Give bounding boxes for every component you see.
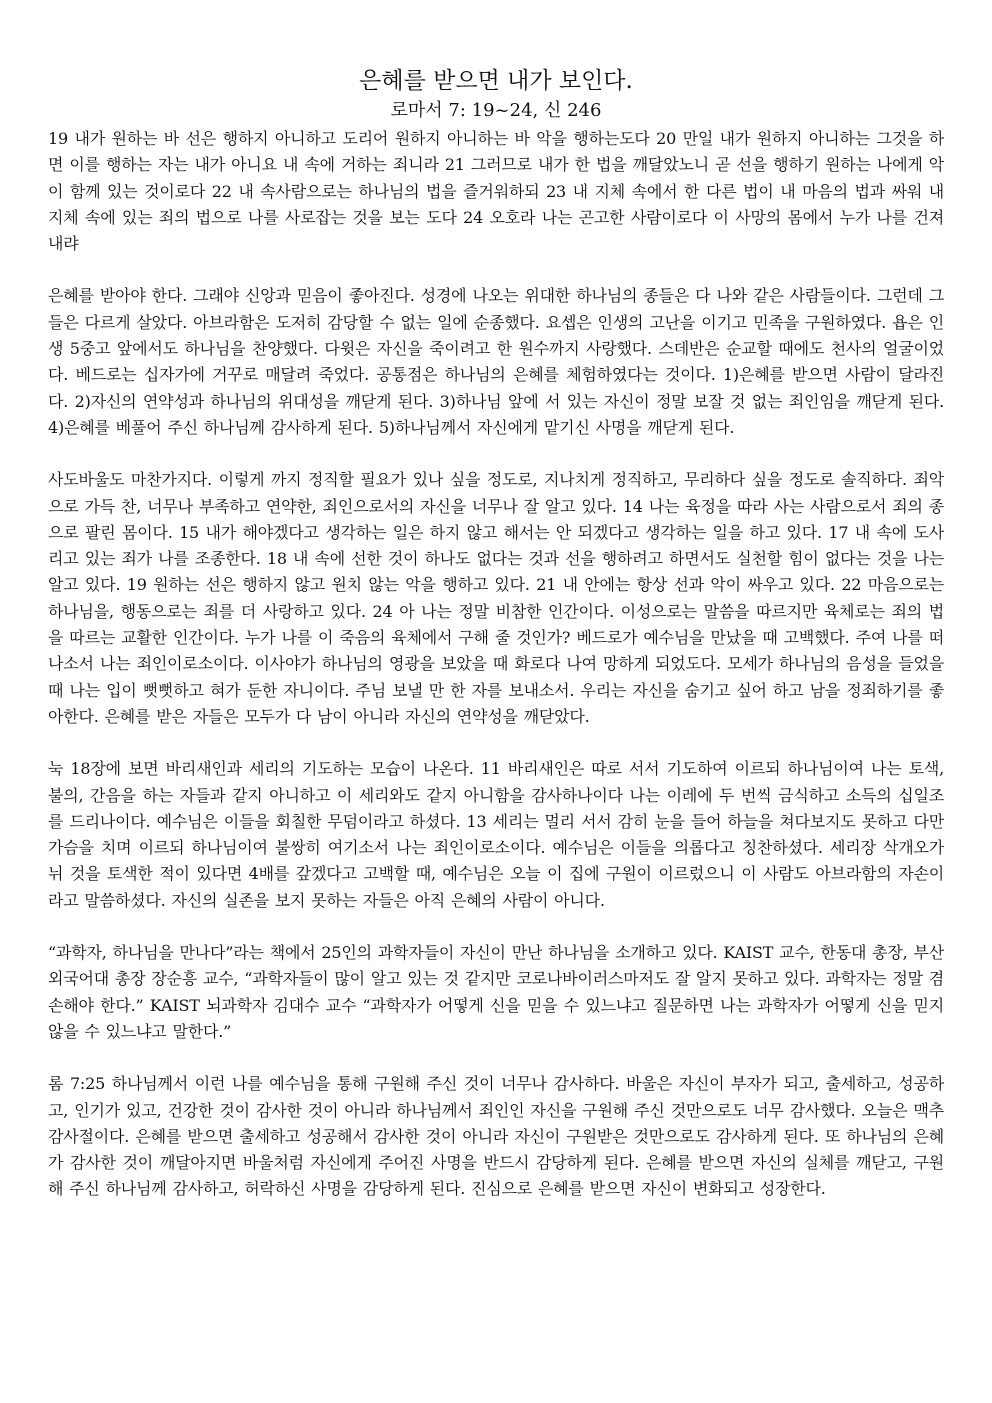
document-title: 은혜를 받으면 내가 보인다. xyxy=(359,68,633,94)
paragraph-grace: 은혜를 받아야 한다. 그래야 신앙과 믿음이 좋아진다. 성경에 나오는 위대한 하나님의 종들은 다 나와 같은 사람들이다. 그런데 그들은 다르게 살았다. 아브라함은 도저히 감당할 수 없는 일에 순종했다. 요셉은 인생의 고난을 이기고 민족을 구원하였다. 욥은 인생 5중고 앞에서도 하나님을 찬양했다. 다윗은 자신을 죽이려고 한 원수까지 사랑했다. 스데반은 순교할 때에도 천사의 얼굴이었다. 베드로는 십자가에 거꾸로 매달려 죽었다. 공통점은 하나님의 은혜를 체험하였다는 것이다. 1)은혜를 받으면 사람이 달라진다. 2)자신의 연약성과 하나님의 위대성을 깨닫게 된다. 3)하나님 앞에 서 있는 자신이 정말 보잘 것 없는 죄인임을 깨닫게 된다. 4)은혜를 베풀어 주신 하나님께 감사하게 된다. 5)하나님께서 자신에게 맡기신 사명을 깨닫게 된다. xyxy=(48,286,944,437)
paragraph-scientists: “과학자, 하나님을 만나다”라는 책에서 25인의 과학자들이 자신이 만난 하나님을 소개하고 있다. KAIST 교수, 한동대 총장, 부산외국어대 총장 장순흥 교수, “과학자들이 많이 알고 있는 것 같지만 코로나바이러스마저도 잘 알지 못하고 있다. 과학자는 정말 겸손해야 한다.” KAIST 뇌과학자 김대수 교수 “과학자가 어떻게 신을 믿을 수 있느냐고 질문하면 나는 과학자가 어떻게 신을 믿지 않을 수 있느냐고 말한다.” xyxy=(48,943,944,1041)
paragraph-thanksgiving: 롬 7:25 하나님께서 이런 나를 예수님을 통해 구원해 주신 것이 너무나 감사하다. 바울은 자신이 부자가 되고, 출세하고, 성공하고, 인기가 있고, 건강한 것이 감사한 것이 아니라 하나님께서 죄인인 자신을 구원해 주신 것만으로도 너무 감사했다. 오늘은 맥추감사절이다. 은혜를 받으면 출세하고 성공해서 감사한 것이 아니라 자신이 구원받은 것만으로도 감사하게 된다. 또 하나님의 은혜가 감사한 것이 깨달아지면 바울처럼 자신에게 주어진 사명을 반드시 감당하게 된다. 은혜를 받으면 자신의 실체를 깨닫고, 구원해 주신 하나님께 감사하고, 허락하신 사명을 감당하게 된다. 진심으로 은혜를 받으면 자신이 변화되고 성장한다. xyxy=(48,1074,944,1199)
paragraph-pharisee-tax-collector: 눅 18장에 보면 바리새인과 세리의 기도하는 모습이 나온다. 11 바리새인은 따로 서서 기도하여 이르되 하나님이여 나는 토색, 불의, 간음을 하는 자들과 같지 아니하고 이 세리와도 같지 아니함을 감사하나이다 나는 이레에 두 번씩 금식하고 소득의 십일조를 드리나이다. 예수님은 이들을 회칠한 무덤이라고 하셨다. 13 세리는 멀리 서서 감히 눈을 들어 하늘을 쳐다보지도 못하고 다만 가슴을 치며 이르되 하나님이여 불쌍히 여기소서 나는 죄인이로소이다. 예수님은 이들을 의롭다고 칭찬하셨다. 세리장 삭개오가 뉘 것을 토색한 적이 있다면 4배를 갚겠다고 고백할 때, 예수님은 오늘 이 집에 구원이 이르렀으니 이 사람도 아브라함의 자손이라고 말씀하셨다. 자신의 실존을 보지 못하는 자들은 아직 은혜의 사람이 아니다. xyxy=(48,759,944,910)
paragraph-paul: 사도바울도 마찬가지다. 이렇게 까지 정직할 필요가 있나 싶을 정도로, 지나치게 정직하고, 무리하다 싶을 정도로 솔직하다. 죄악으로 가득 찬, 너무나 부족하고 연약한, 죄인으로서의 자신을 너무나 잘 알고 있다. 14 나는 육정을 따라 사는 사람으로서 죄의 종으로 팔린 몸이다. 15 내가 해야겠다고 생각하는 일은 하지 않고 해서는 안 되겠다고 생각하는 일을 하고 있다. 17 내 속에 도사리고 있는 죄가 나를 조종한다. 18 내 속에 선한 것이 하나도 없다는 것과 선을 행하려고 하면서도 실천할 힘이 없다는 것을 나는 알고 있다. 19 원하는 선은 행하지 않고 원치 않는 악을 행하고 있다. 21 내 안에는 항상 선과 악이 싸우고 있다. 22 마음으로는 하나님을, 행동으로는 죄를 더 사랑하고 있다. 24 아 나는 정말 비참한 인간이다. 이성으로는 말씀을 따르지만 육체로는 죄의 법을 따르는 교활한 인간이다. 누가 나를 이 죽음의 육체에서 구해 줄 것인가? 베드로가 예수님을 만났을 때 고백했다. 주여 나를 떠나소서 나는 죄인이로소이다. 이사야가 하나님의 영광을 보았을 때 화로다 나여 망하게 되었도다. 모세가 하나님의 음성을 들었을 때 나는 입이 뻣뻣하고 혀가 둔한 자니이다. 주님 보낼 만 한 자를 보내소서. 우리는 자신을 숨기고 싶어 하고 남을 정죄하기를 좋아한다. 은혜를 받은 자들은 모두가 다 남이 아니라 자신의 연약성을 깨닫았다. xyxy=(48,470,945,726)
scripture-passage: 19 내가 원하는 바 선은 행하지 아니하고 도리어 원하지 아니하는 바 악을 행하는도다 20 만일 내가 원하지 아니하는 그것을 하면 이를 행하는 자는 내가 아니요 내 속에 거하는 죄니라 21 그러므로 내가 한 법을 깨달았노니 곧 선을 행하기 원하는 나에게 악이 함께 있는 것이로다 22 내 속사람으로는 하나님의 법을 즐거워하되 23 내 지체 속에서 한 다른 법이 내 마음의 법과 싸워 내 지체 속에 있는 죄의 법으로 나를 사로잡는 것을 보는 도다 24 오호라 나는 곤고한 사람이로다 이 사망의 몸에서 누가 나를 건져내랴 xyxy=(48,129,945,254)
document-page xyxy=(48,64,944,1229)
scripture-reference: 로마서 7: 19~24, 신 246 xyxy=(390,100,602,121)
